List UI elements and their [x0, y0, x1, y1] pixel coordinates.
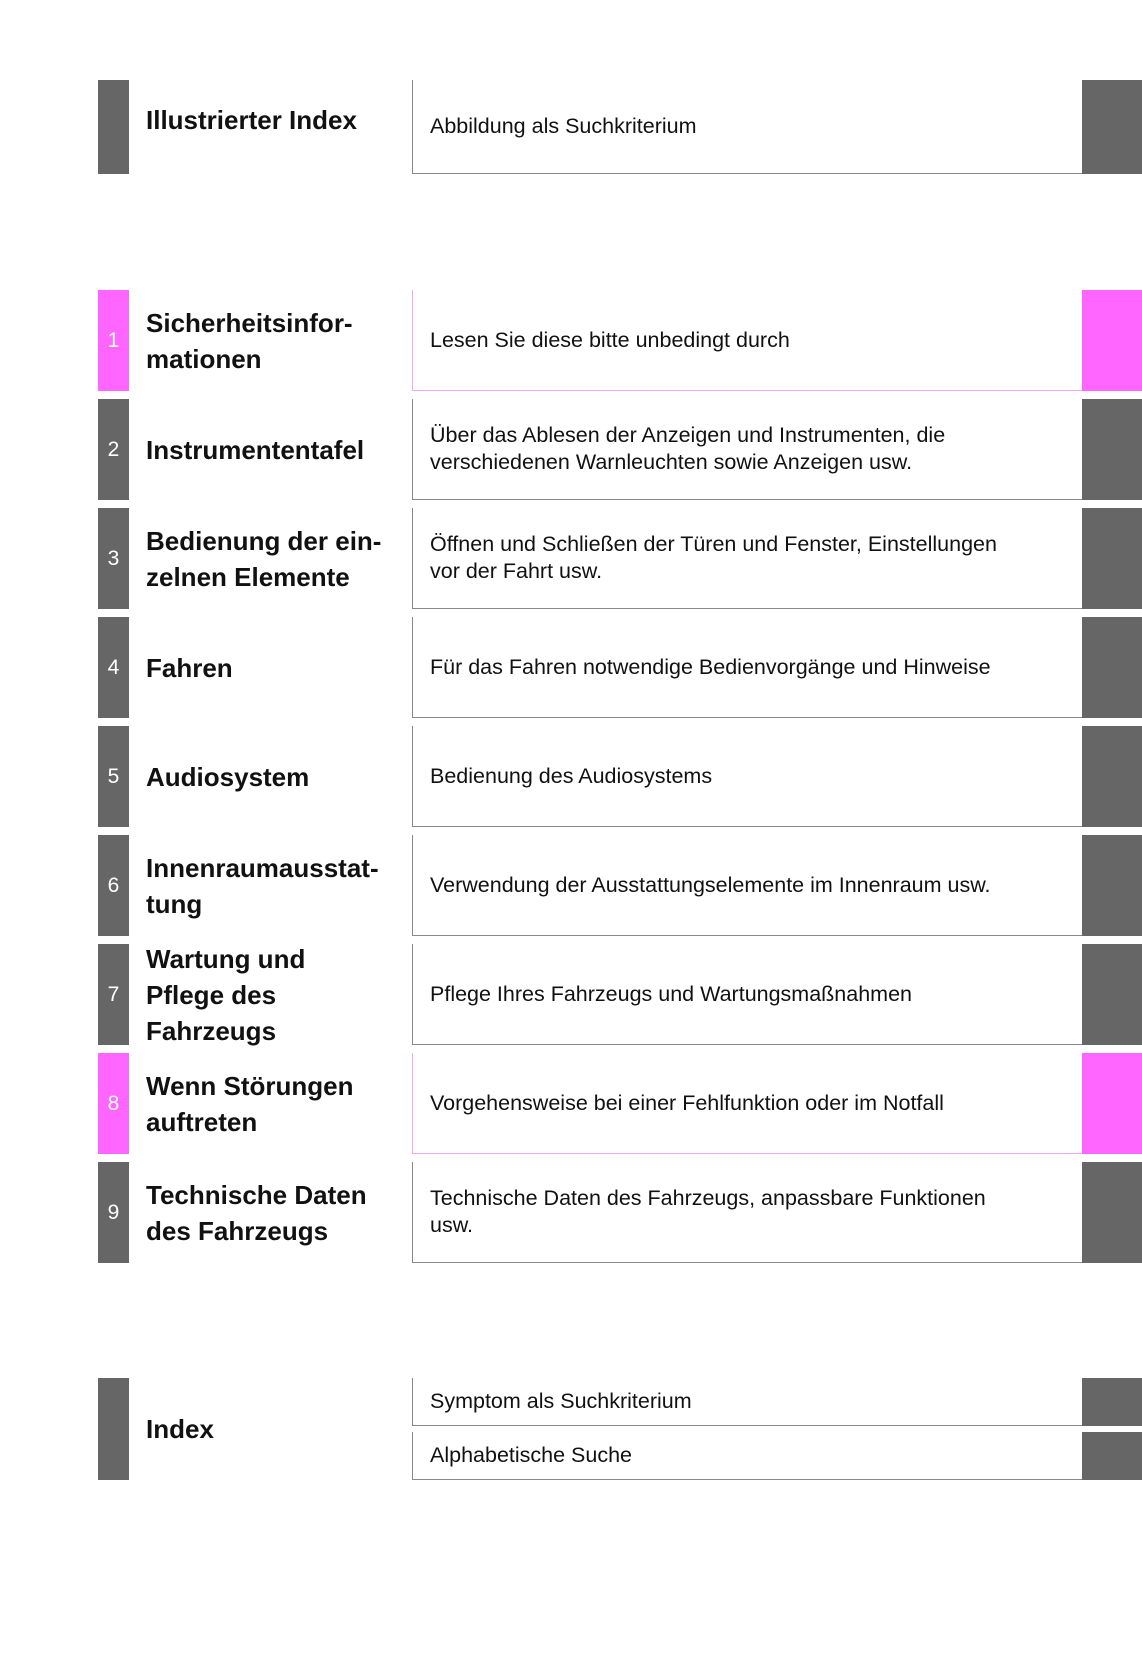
chapter-thumb-tab[interactable] [1082, 944, 1142, 1045]
chapter-number: 8 [98, 1053, 129, 1154]
chapter-title: Audiosystem [146, 761, 310, 792]
chapter-title: Sicherheitsinfor- mationen [146, 307, 353, 374]
chapter-row[interactable] [0, 944, 1142, 1045]
section-thumb-tab[interactable] [1082, 80, 1142, 174]
chapter-description-box: Über das Ablesen der Anzeigen und Instrumenten, die verschiedenen Warnleuchten sowie Anzeigen usw. [412, 399, 1082, 500]
chapter-thumb-tab[interactable] [1082, 1162, 1142, 1263]
chapter-row[interactable] [0, 835, 1142, 936]
chapter-thumb-tab[interactable] [1082, 617, 1142, 718]
illustrated-index-row[interactable] [0, 80, 1142, 174]
chapter-number: 6 [98, 835, 129, 936]
chapter-row[interactable] [0, 399, 1142, 500]
chapter-row[interactable] [0, 726, 1142, 827]
section-color-strip [98, 80, 129, 174]
chapter-thumb-tab[interactable] [1082, 835, 1142, 936]
chapter-number: 5 [98, 726, 129, 827]
chapter-thumb-tab[interactable] [1082, 399, 1142, 500]
chapter-thumb-tab[interactable] [1082, 508, 1142, 609]
chapter-thumb-tab[interactable] [1082, 290, 1142, 391]
index-entry[interactable] [0, 1378, 1142, 1426]
chapter-description-box: Bedienung des Audiosystems [412, 726, 1082, 827]
chapter-row[interactable] [0, 1053, 1142, 1154]
index-entry-tab[interactable] [1082, 1432, 1142, 1480]
chapter-row[interactable] [0, 290, 1142, 391]
chapter-thumb-tab[interactable] [1082, 1053, 1142, 1154]
index-entry[interactable] [0, 1432, 1142, 1480]
chapter-number: 2 [98, 399, 129, 500]
chapter-title: Technische Daten des Fahrzeugs [146, 1179, 367, 1246]
chapter-row[interactable] [0, 617, 1142, 718]
section-title: Illustrierter Index [146, 105, 357, 135]
index-entry-box: Symptom als Suchkriterium [412, 1378, 1082, 1426]
chapter-description-box: Öffnen und Schließen der Türen und Fenster, Einstellungen vor der Fahrt usw. [412, 508, 1082, 609]
chapter-title: Wartung und Pflege des Fahrzeugs [146, 943, 306, 1046]
chapter-number: 9 [98, 1162, 129, 1263]
chapter-title: Innenraumausstat- tung [146, 852, 379, 919]
chapter-title: Fahren [146, 652, 233, 683]
index-title: Index [146, 1413, 214, 1444]
chapter-description-box: Pflege Ihres Fahrzeugs und Wartungsmaßnahmen [412, 944, 1082, 1045]
chapter-number: 4 [98, 617, 129, 718]
chapter-title: Bedienung der ein- zelnen Elemente [146, 525, 382, 592]
chapter-description-box: Für das Fahren notwendige Bedienvorgänge und Hinweise [412, 617, 1082, 718]
chapter-description-box: Vorgehensweise bei einer Fehlfunktion oder im Notfall [412, 1053, 1082, 1154]
index-entry-tab[interactable] [1082, 1378, 1142, 1426]
chapter-description-box: Verwendung der Ausstattungselemente im Innenraum usw. [412, 835, 1082, 936]
chapter-number: 1 [98, 290, 129, 391]
chapter-title: Wenn Störungen auftreten [146, 1070, 354, 1137]
chapter-title: Instrumententafel [146, 434, 365, 465]
chapter-description-box: Technische Daten des Fahrzeugs, anpassbare Funktionen usw. [412, 1162, 1082, 1263]
chapter-description-box: Lesen Sie diese bitte unbedingt durch [412, 290, 1082, 391]
chapter-thumb-tab[interactable] [1082, 726, 1142, 827]
chapter-number: 7 [98, 944, 129, 1045]
chapter-number: 3 [98, 508, 129, 609]
chapter-row[interactable] [0, 508, 1142, 609]
chapter-row[interactable] [0, 1162, 1142, 1263]
index-entry-box: Alphabetische Suche [412, 1432, 1082, 1480]
section-description-box: Abbildung als Suchkriterium [412, 80, 1082, 174]
